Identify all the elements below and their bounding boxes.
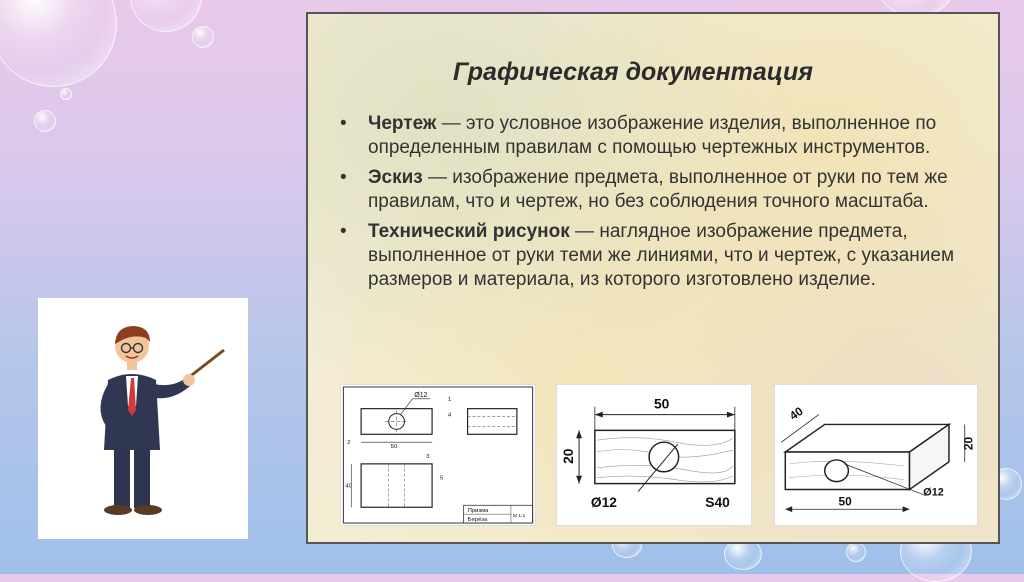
figure-drawing [340,384,536,526]
definition-term: Чертеж [368,113,437,134]
definition-text: — это условное изображение изделия, выполненное по определенным правилам с помощью чертежных инструментов. [368,113,937,158]
sketch-thickness-label: S40 [705,495,730,511]
decorative-bubble [846,542,866,562]
figure-sketch [556,384,752,526]
slide-title: Графическая документация [453,58,813,86]
definition-term: Эскиз [368,167,423,188]
drawing-callout: 1 [447,396,452,403]
drawing-callout: 2 [347,440,351,447]
teacher-illustration [38,298,248,539]
sketch-length-label: 50 [654,396,670,412]
sketch-height-label: 20 [561,448,577,464]
sketch-figure-svg [557,385,751,525]
technical-height-label: 20 [961,436,976,451]
drawing-callout: 5 [439,475,444,482]
stamp-scale: М 1:1 [512,514,526,520]
drawing-length-label: 50 [390,444,398,451]
definition-drawing [338,112,978,160]
decorative-bubble [130,0,202,32]
bullet-dot-icon: • [340,221,347,242]
slide-panel [306,12,1000,544]
figure-technical-drawing [774,384,978,526]
drawing-height-label: 40 [345,483,352,490]
decorative-bubble [60,88,72,100]
definition-sketch [338,166,978,214]
definition-list [338,112,978,298]
definition-term: Технический рисунок [368,221,570,242]
technical-figure-svg [775,385,977,525]
decorative-bubble [0,0,117,87]
stamp-name: Призма [467,508,489,515]
sketch-hole-label: Ø12 [590,495,617,511]
teacher-icon [38,298,248,539]
decorative-bubble [34,110,56,132]
drawing-figure-svg [341,385,535,525]
bullet-dot-icon: • [340,167,347,188]
drawing-hole-label: Ø12 [414,391,428,399]
technical-depth-label: 40 [786,403,806,423]
definition-text: — наглядное изображение предмета, выполненное от руки теми же линиями, что и чертеж, с указанием размеров и материала, из которого изготовлено изделие. [368,221,955,290]
stamp-material: Берёза [467,517,488,524]
drawing-callout: 4 [447,412,452,419]
technical-length-label: 50 [838,494,852,509]
definition-technical-drawing [338,220,978,292]
decorative-bubble [192,26,214,48]
technical-hole-label: Ø12 [923,486,944,499]
bullet-dot-icon: • [340,113,347,134]
drawing-callout: 3 [426,453,430,460]
definition-text: — изображение предмета, выполненное от руки по тем же правилам, что и чертеж, но без соблюдения точного масштаба. [368,167,948,212]
